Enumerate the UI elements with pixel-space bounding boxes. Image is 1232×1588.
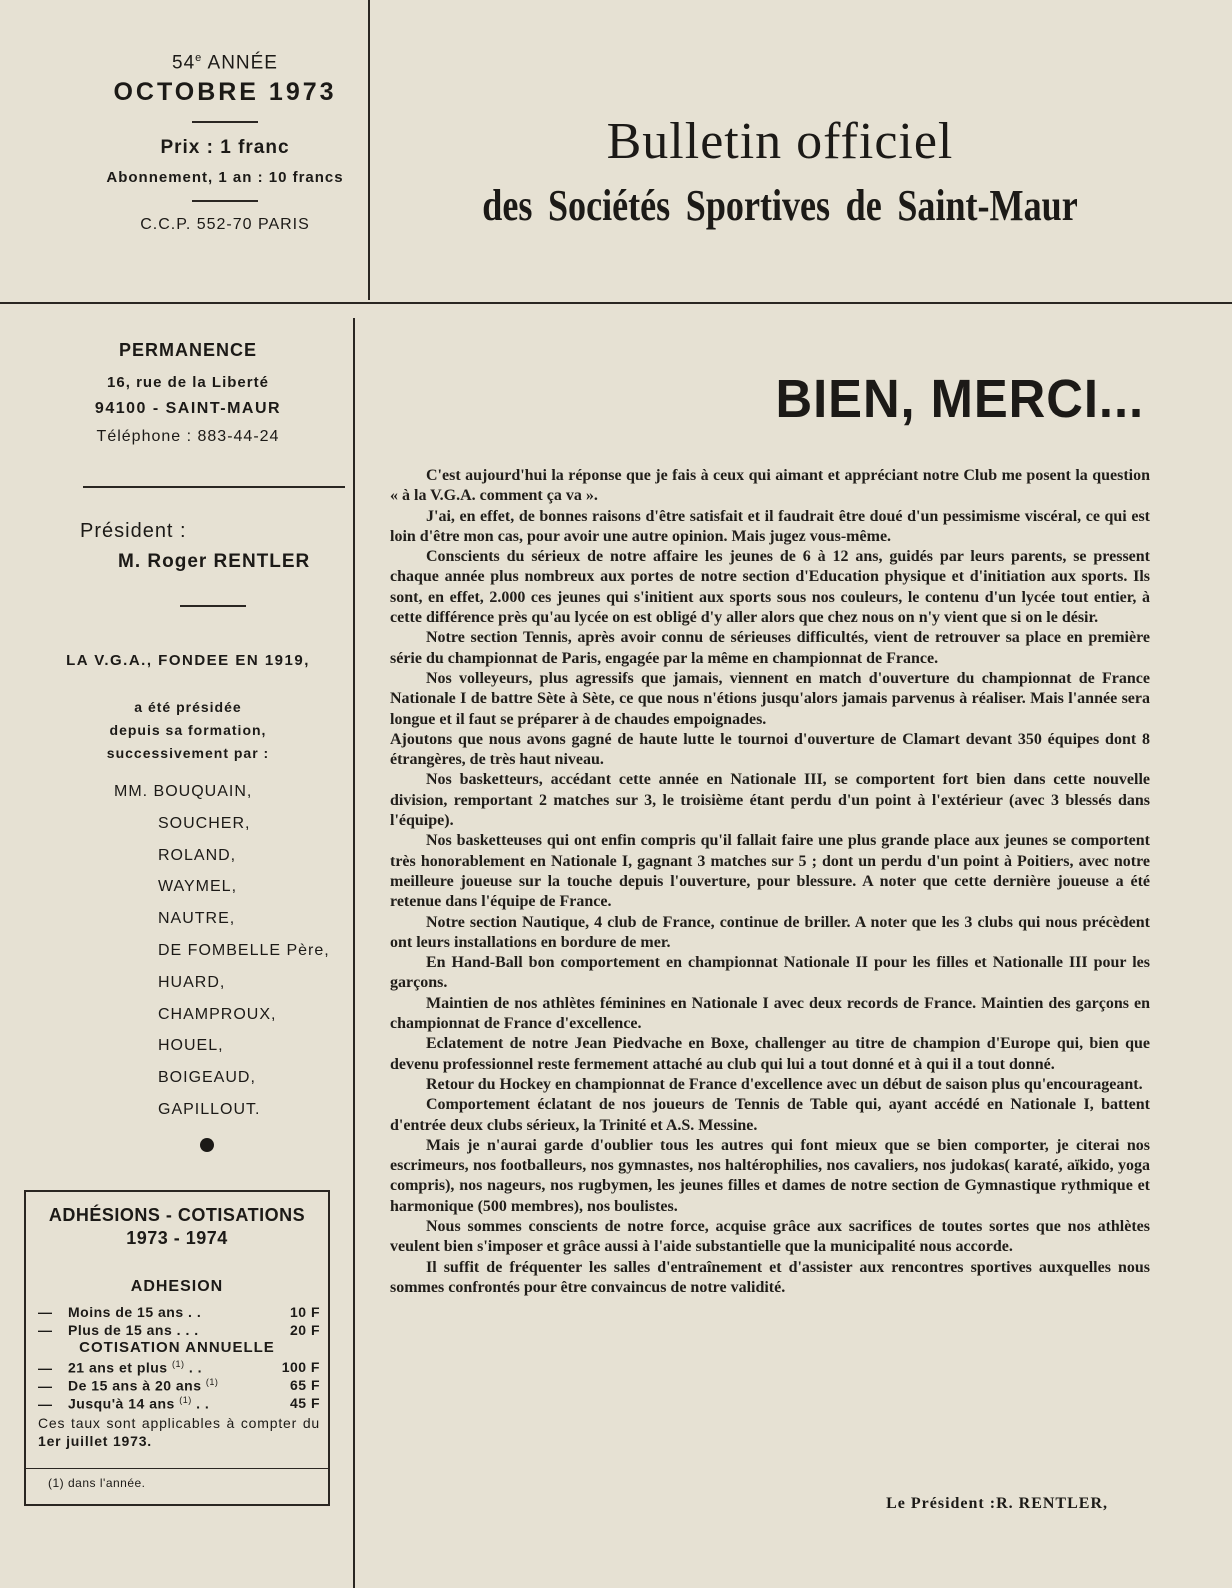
list-item: CHAMPROUX,: [158, 1005, 277, 1023]
paragraph: Il suffit de fréquenter les salles d'entraînement et d'assister aux rencontres sportives auxquelles nous sommes confrontés pour être convaincus de notre validité.: [390, 1258, 1150, 1296]
ccp-account: C.C.P. 552-70 PARIS: [140, 216, 310, 234]
vga-history: a été présidée depuis sa formation, successivement par :: [106, 699, 270, 761]
subscription-price: Abonnement, 1 an : 10 francs: [106, 169, 344, 187]
divider: [180, 605, 246, 607]
list-item: BOIGEAUD,: [158, 1069, 256, 1087]
article-headline: BIEN, MERCI...: [775, 369, 1144, 429]
paragraph: Notre section Nautique, 4 club de France, continue de briller. A noter que les 3 clubs qui nous précèdent ont leurs installations en bordure de mer.: [390, 913, 1150, 951]
fees-title: ADHÉSIONS - COTISATIONS 1973 - 1974: [48, 1205, 306, 1248]
list-item: NAUTRE,: [158, 910, 236, 928]
paragraph: Ajoutons que nous avons gagné de haute lutte le tournoi d'ouverture de Clamart devant 350 équipes dont 8 étrangères, de très haut niveau.: [390, 730, 1150, 769]
vga-founded: LA V.G.A., FONDEE EN 1919,: [66, 652, 310, 669]
issue-info: [40, 52, 370, 234]
permanence-title: PERMANENCE: [118, 340, 257, 360]
paragraph: Conscients du sérieux de notre affaire les jeunes de 6 à 12 ans, guidés par leurs parents, se pressent chaque année plus nombreux aux portes de notre section d'Education physique et d'initiation aux sports. Ils sont, en effet, 2.000 ces jeunes qui s'initient aux sports sous nos couleurs, le contenu d'un lycée tout entier, à cette différence près qu'au lycée on est obligé d'y aller alors que chez nous on n'y vient que si on le désir.: [390, 548, 1150, 627]
list-item: SOUCHER,: [158, 814, 251, 832]
paragraph: Nos basketteuses qui ont enfin compris qu'il fallait faire une plus grande place aux jeunes se comportent très honorablement en Nationale I, gagnant 3 matches sur 5 ; dont un perdu d'un point à Poitiers, avec notre meilleure joueuse sur la touche depuis l'ouverture, pour blessure. A noter que cette dernière joueuse a été retenue dans l'équipe de France.: [390, 832, 1150, 911]
list-item: HUARD,: [158, 973, 226, 991]
masthead-bottom-rule: [0, 302, 1232, 304]
fee-row: — Jusqu'à 14 ans $^{(1)}$ . . 45 F: [38, 1395, 320, 1412]
paragraph: J'ai, en effet, de bonnes raisons d'être satisfait et il faudrait être doué d'un pessimisme viscéral, ce qui est loin d'être mon cas, pour avoir une autre opinion. Mais jugez vous-même.: [390, 507, 1150, 545]
issue-number: 54e ANNÉE: [172, 52, 278, 74]
address-city: 94100 - SAINT-MAUR: [94, 400, 282, 417]
president-name: M. Roger RENTLER: [118, 551, 311, 572]
telephone: Téléphone : 883-44-24: [96, 428, 280, 445]
paragraph: En Hand-Ball bon comportement en championnat Nationale II pour les filles et Nationalle III pour les garçons.: [390, 954, 1150, 992]
paragraph: Eclatement de notre Jean Piedvache en Boxe, challenger au titre de champion d'Europe qui, bien que devenu professionnel reste fermement attaché au club qui lui a tout donné et à qui il a tout donné.: [390, 1035, 1150, 1073]
past-presidents-list: [114, 783, 330, 1133]
divider: [192, 121, 258, 123]
president-label: Président :: [80, 520, 187, 542]
list-item: HOUEL,: [158, 1037, 224, 1055]
paragraph: Maintien de nos athlètes féminines en Nationale I avec deux records de France. Maintien des garçons en championnat de France d'excellence.: [390, 994, 1150, 1033]
signature: Le Président :R. RENTLER,: [886, 1495, 1108, 1512]
issue-date: OCTOBRE 1973: [113, 78, 337, 107]
fees-note: Ces taux sont applicables à compter du 1er juillet 1973.: [38, 1415, 320, 1449]
list-item: DE FOMBELLE Père,: [158, 941, 330, 959]
price: Prix : 1 franc: [160, 137, 290, 159]
list-item: ROLAND,: [158, 846, 237, 864]
bullet-icon: [200, 1138, 214, 1152]
paragraph: Nos volleyeurs, plus agressifs que jamais, viennent en match d'ouverture du championnat de France Nationale I de battre Sète à Sète, ce que nous n'étions jusqu'alors jamais parvenus à réaliser. Mais l'année sera longue et il faut se préparer à de chaudes empoignades.: [390, 669, 1150, 728]
fee-row: — 21 ans et plus $^{(1)}$ . . 100 F: [38, 1359, 320, 1376]
paragraph: C'est aujourd'hui la réponse que je fais à ceux qui aimant et appréciant notre Club me posent la question « à la V.G.A. comment ça va ».: [390, 467, 1150, 505]
article-body: [390, 466, 1150, 1298]
paragraph: Notre section Tennis, après avoir connu de sérieuses difficultés, vient de retrouver sa place en première série du championnat de Paris, engagée par la même en championnat de France.: [390, 629, 1150, 667]
list-item: MM. BOUQUAIN,: [114, 783, 253, 800]
fee-row: — Plus de 15 ans . . . 20 F: [38, 1322, 320, 1338]
paragraph: Nous sommes conscients de notre force, acquise grâce aux sacrifices de toutes sortes que nos athlètes veulent bien s'imposer et grâce aussi à l'aide substantielle que la municipalité nous accorde.: [390, 1217, 1150, 1256]
fees-box: [24, 1190, 330, 1506]
list-item: GAPILLOUT.: [158, 1100, 261, 1118]
address-street: 16, rue de la Liberté: [107, 374, 269, 391]
divider: [26, 1468, 328, 1469]
paragraph: Nos basketteurs, accédant cette année en Nationale III, se comportent fort bien dans cette nouvelle division, remportant 2 matches sur 3, le troisième étant perdu d'un point à l'extérieur (avec 3 blessés dans l'équipe).: [390, 771, 1150, 830]
fee-row: — De 15 ans à 20 ans $^{(1)}$ 65 F: [38, 1377, 320, 1394]
column-divider: [353, 318, 355, 1588]
adhesion-heading: ADHESION: [130, 1278, 224, 1295]
cotisation-heading: COTISATION ANNUELLE: [79, 1339, 275, 1356]
fee-row: — Moins de 15 ans . . 10 F: [38, 1304, 320, 1320]
bulletin-subtitle: des Sociétés Sportives de Saint-Maur: [482, 181, 1078, 230]
paragraph: Mais je n'aurai garde d'oublier tous les autres qui font mieux que se bien comporter, je citerai nos escrimeurs, nos footballeurs, nos gymnastes, nos haltérophilies, nos cavaliers, nos judokas( karaté, aïkido, yoga compris), nos nageurs, nos rugbymen, les jeunes filles et dames de notre section de Gymnastique rythmique et harmonique (500 membres), nos boulistes.: [390, 1136, 1150, 1215]
divider: [83, 486, 345, 488]
divider: [192, 200, 258, 202]
list-item: WAYMEL,: [158, 878, 238, 896]
footnote: (1) dans l'année.: [48, 1476, 146, 1490]
bulletin-title: Bulletin officiel: [606, 113, 954, 170]
paragraph: Retour du Hockey en championnat de France d'excellence avec un début de saison plus qu'encourageant.: [426, 1075, 1143, 1093]
paragraph: Comportement éclatant de nos joueurs de Tennis de Table qui, ayant accédé en Nationale I, battent d'entrée deux clubs sérieux, la Trinité et A.S. Messine.: [390, 1096, 1150, 1134]
